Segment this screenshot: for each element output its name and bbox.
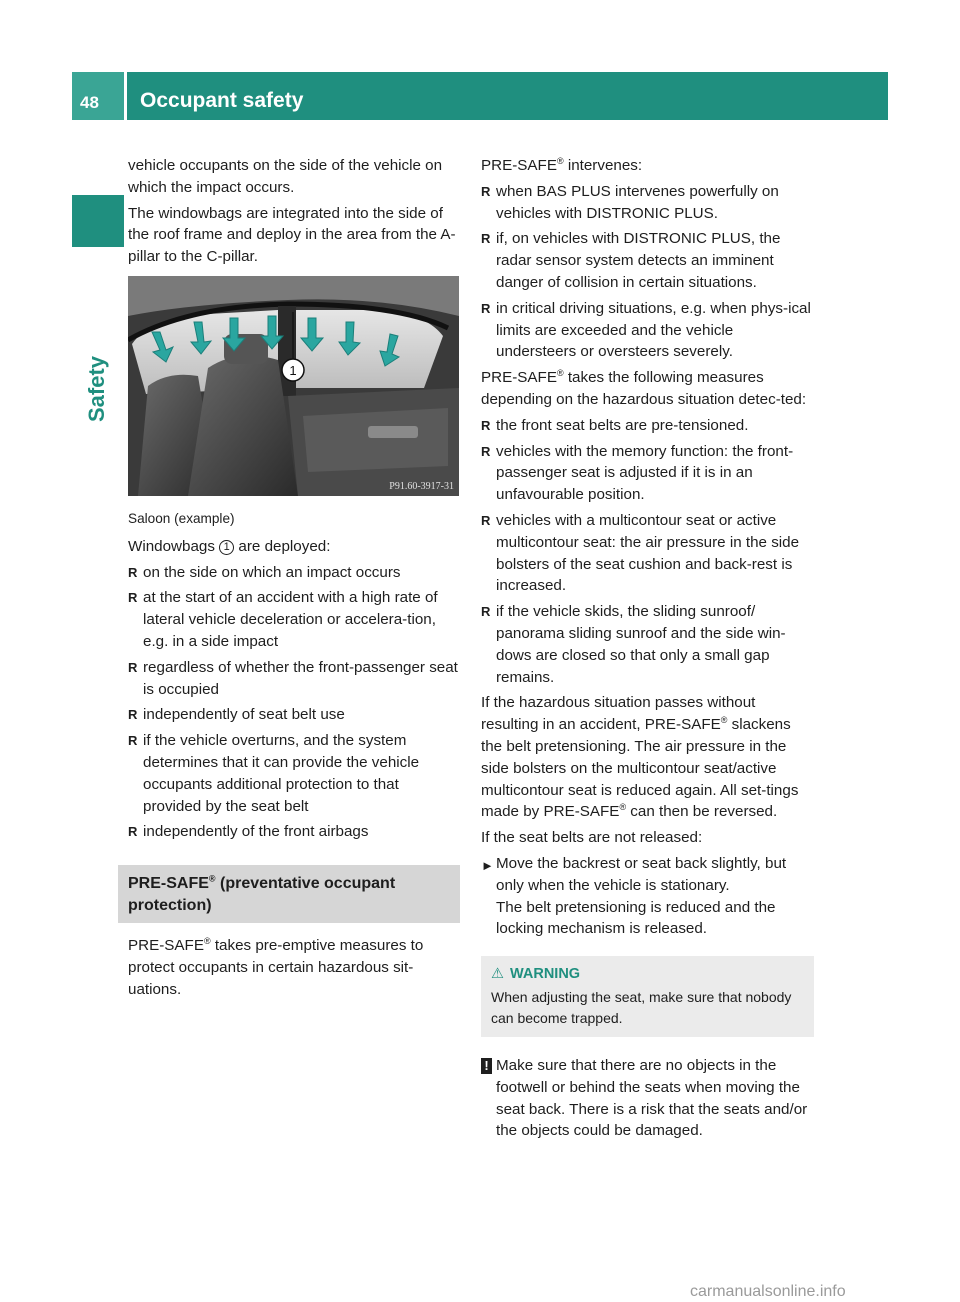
figure-caption: Saloon (example) [128,510,235,526]
left-column [128,155,460,1005]
paragraph [481,692,814,823]
bullet-marker: R [128,733,138,749]
registered-mark: ® [208,873,216,884]
step-text: Move the backrest or seat back slightly, but only when the vehicle is stationary. [496,854,787,894]
paragraph: The windowbags are integrated into the side of the roof frame and deploy in the area from the A-pillar to the C-pillar. [128,204,456,266]
paragraph: vehicle occupants on the side of the vehicle on which the impact occurs. [128,157,443,196]
registered-mark: ® [203,936,211,947]
bullet-marker: R [128,564,138,580]
list-item-text: if, on vehicles with DISTRONIC PLUS, the radar sensor system detects an imminent danger of collision in certain situations. [496,230,781,291]
text: PRE-SAFE [481,157,557,174]
bullet-marker: R [128,590,138,606]
list-item-text: if the vehicle overturns, and the system determines that it can provide the vehicle occupants additional protection to that provided by the seat belt [143,732,420,815]
bullet-marker: R [481,183,491,199]
list-item-text: regardless of whether the front-passenger seat is occupied [143,658,458,698]
list-item [481,601,814,688]
registered-mark: ® [556,368,564,379]
list-item-text: at the start of an accident with a high rate of lateral vehicle deceleration or accelera-tion, e.g. in a side impact [143,589,438,650]
watermark: carmanualsonline.info [690,1283,846,1300]
section-title: Occupant safety [140,89,304,112]
bullet-marker: R [481,300,491,316]
list-item [128,821,460,843]
paragraph [128,935,460,1000]
list-item [128,704,460,726]
windowbag-figure [128,276,459,496]
bullet-marker: R [128,707,138,723]
text: are deployed: [238,537,331,555]
side-tab-marker [72,195,124,247]
registered-mark: ® [720,715,728,726]
figure-code: P91.60-3917-31 [389,480,454,492]
step-arrow-icon: ► [481,857,494,873]
bullet-marker: R [481,443,491,459]
list-item [128,587,460,652]
bullet-marker: R [481,604,491,620]
side-tab-label: Safety [84,355,109,422]
list-item-text: when BAS PLUS intervenes powerfully on vehicles with DISTRONIC PLUS. [496,182,779,222]
text: slackens the belt pretensioning. The air pressure in the side bolsters on the multicontour seat/active multicontour seat is reduced again. All set-tings made by PRE-SAFE [481,716,799,821]
list-item-text: vehicles with the memory function: the front-passenger seat is adjusted if it is in an unfavourable position. [496,442,794,504]
list-item [128,562,460,584]
list-item [128,730,460,817]
text: intervenes: [563,157,643,174]
warning-title: WARNING [510,966,581,983]
bullet-marker: R [481,512,491,528]
callout-number: 1 [289,362,297,378]
bullet-marker: R [481,231,491,247]
list-item [481,298,814,363]
text: (preventative occupant protection) [128,875,396,915]
list-item [128,657,460,701]
list-item-text: in critical driving situations, e.g. when phys-ical limits are exceeded and the vehicle understeers or oversteers severely. [496,299,811,361]
notice-text: Make sure that there are no objects in the footwell or behind the seats when moving the seat back. There is a risk that the seats and/or the objects could be damaged. [496,1057,808,1140]
list-item-text: independently of the front airbags [143,823,369,841]
text: PRE-SAFE [128,875,209,893]
step-result: The belt pretensioning is reduced and the locking mechanism is released. [496,898,776,938]
list-item [481,415,814,437]
deploy-intro [128,536,460,558]
text: PRE-SAFE [128,937,204,955]
page-number: 48 [80,93,99,112]
warning-text: When adjusting the seat, make sure that nobody can become trapped. [491,989,792,1027]
text: takes the following measures depending on the hazardous situation detec-ted: [481,369,807,408]
list-item [481,181,814,225]
text: PRE-SAFE [481,369,557,387]
list-item [481,441,814,506]
paragraph: If the seat belts are not released: [481,829,703,847]
list-item-text: the front seat belts are pre-tensioned. [496,416,749,434]
list-item-text: independently of seat belt use [143,706,345,724]
text: can then be reversed. [626,803,778,821]
presafe-heading [118,865,460,923]
notice-exclamation-icon: ! [481,1058,492,1074]
bullet-marker: R [481,417,491,433]
side-tab [84,252,114,422]
header-separator [124,72,127,120]
callout-reference: 1 [219,540,234,555]
registered-mark: ® [556,155,564,166]
car-interior-illustration [128,276,459,496]
text: If the hazardous situation passes without resulting in an accident, PRE-SAFE [481,694,756,734]
paragraph [481,155,814,177]
bullet-marker: R [128,824,138,840]
warning-triangle-icon: ⚠ [491,966,504,983]
bullet-marker: R [128,659,138,675]
warning-box [481,956,814,1037]
list-item-text: vehicles with a multicontour seat or active multicontour seat: the air pressure in the side bolsters of the seat cushion and back-rest is increased. [496,511,800,595]
instruction-step [481,853,814,940]
list-item-text: if the vehicle skids, the sliding sunroof/ panorama sliding sunroof and the side win-dows are closed so that only a small gap remains. [496,603,786,686]
warning-header [491,964,804,985]
list-item [481,510,814,597]
notice [481,1055,814,1142]
paragraph [481,367,814,411]
right-column [481,155,814,1142]
text: takes pre-emptive measures to protect occupants in certain hazardous sit-uations. [128,937,424,998]
list-item-text: on the side on which an impact occurs [143,563,401,581]
list-item [481,228,814,293]
text: Windowbags [128,537,215,555]
registered-mark: ® [619,802,627,813]
